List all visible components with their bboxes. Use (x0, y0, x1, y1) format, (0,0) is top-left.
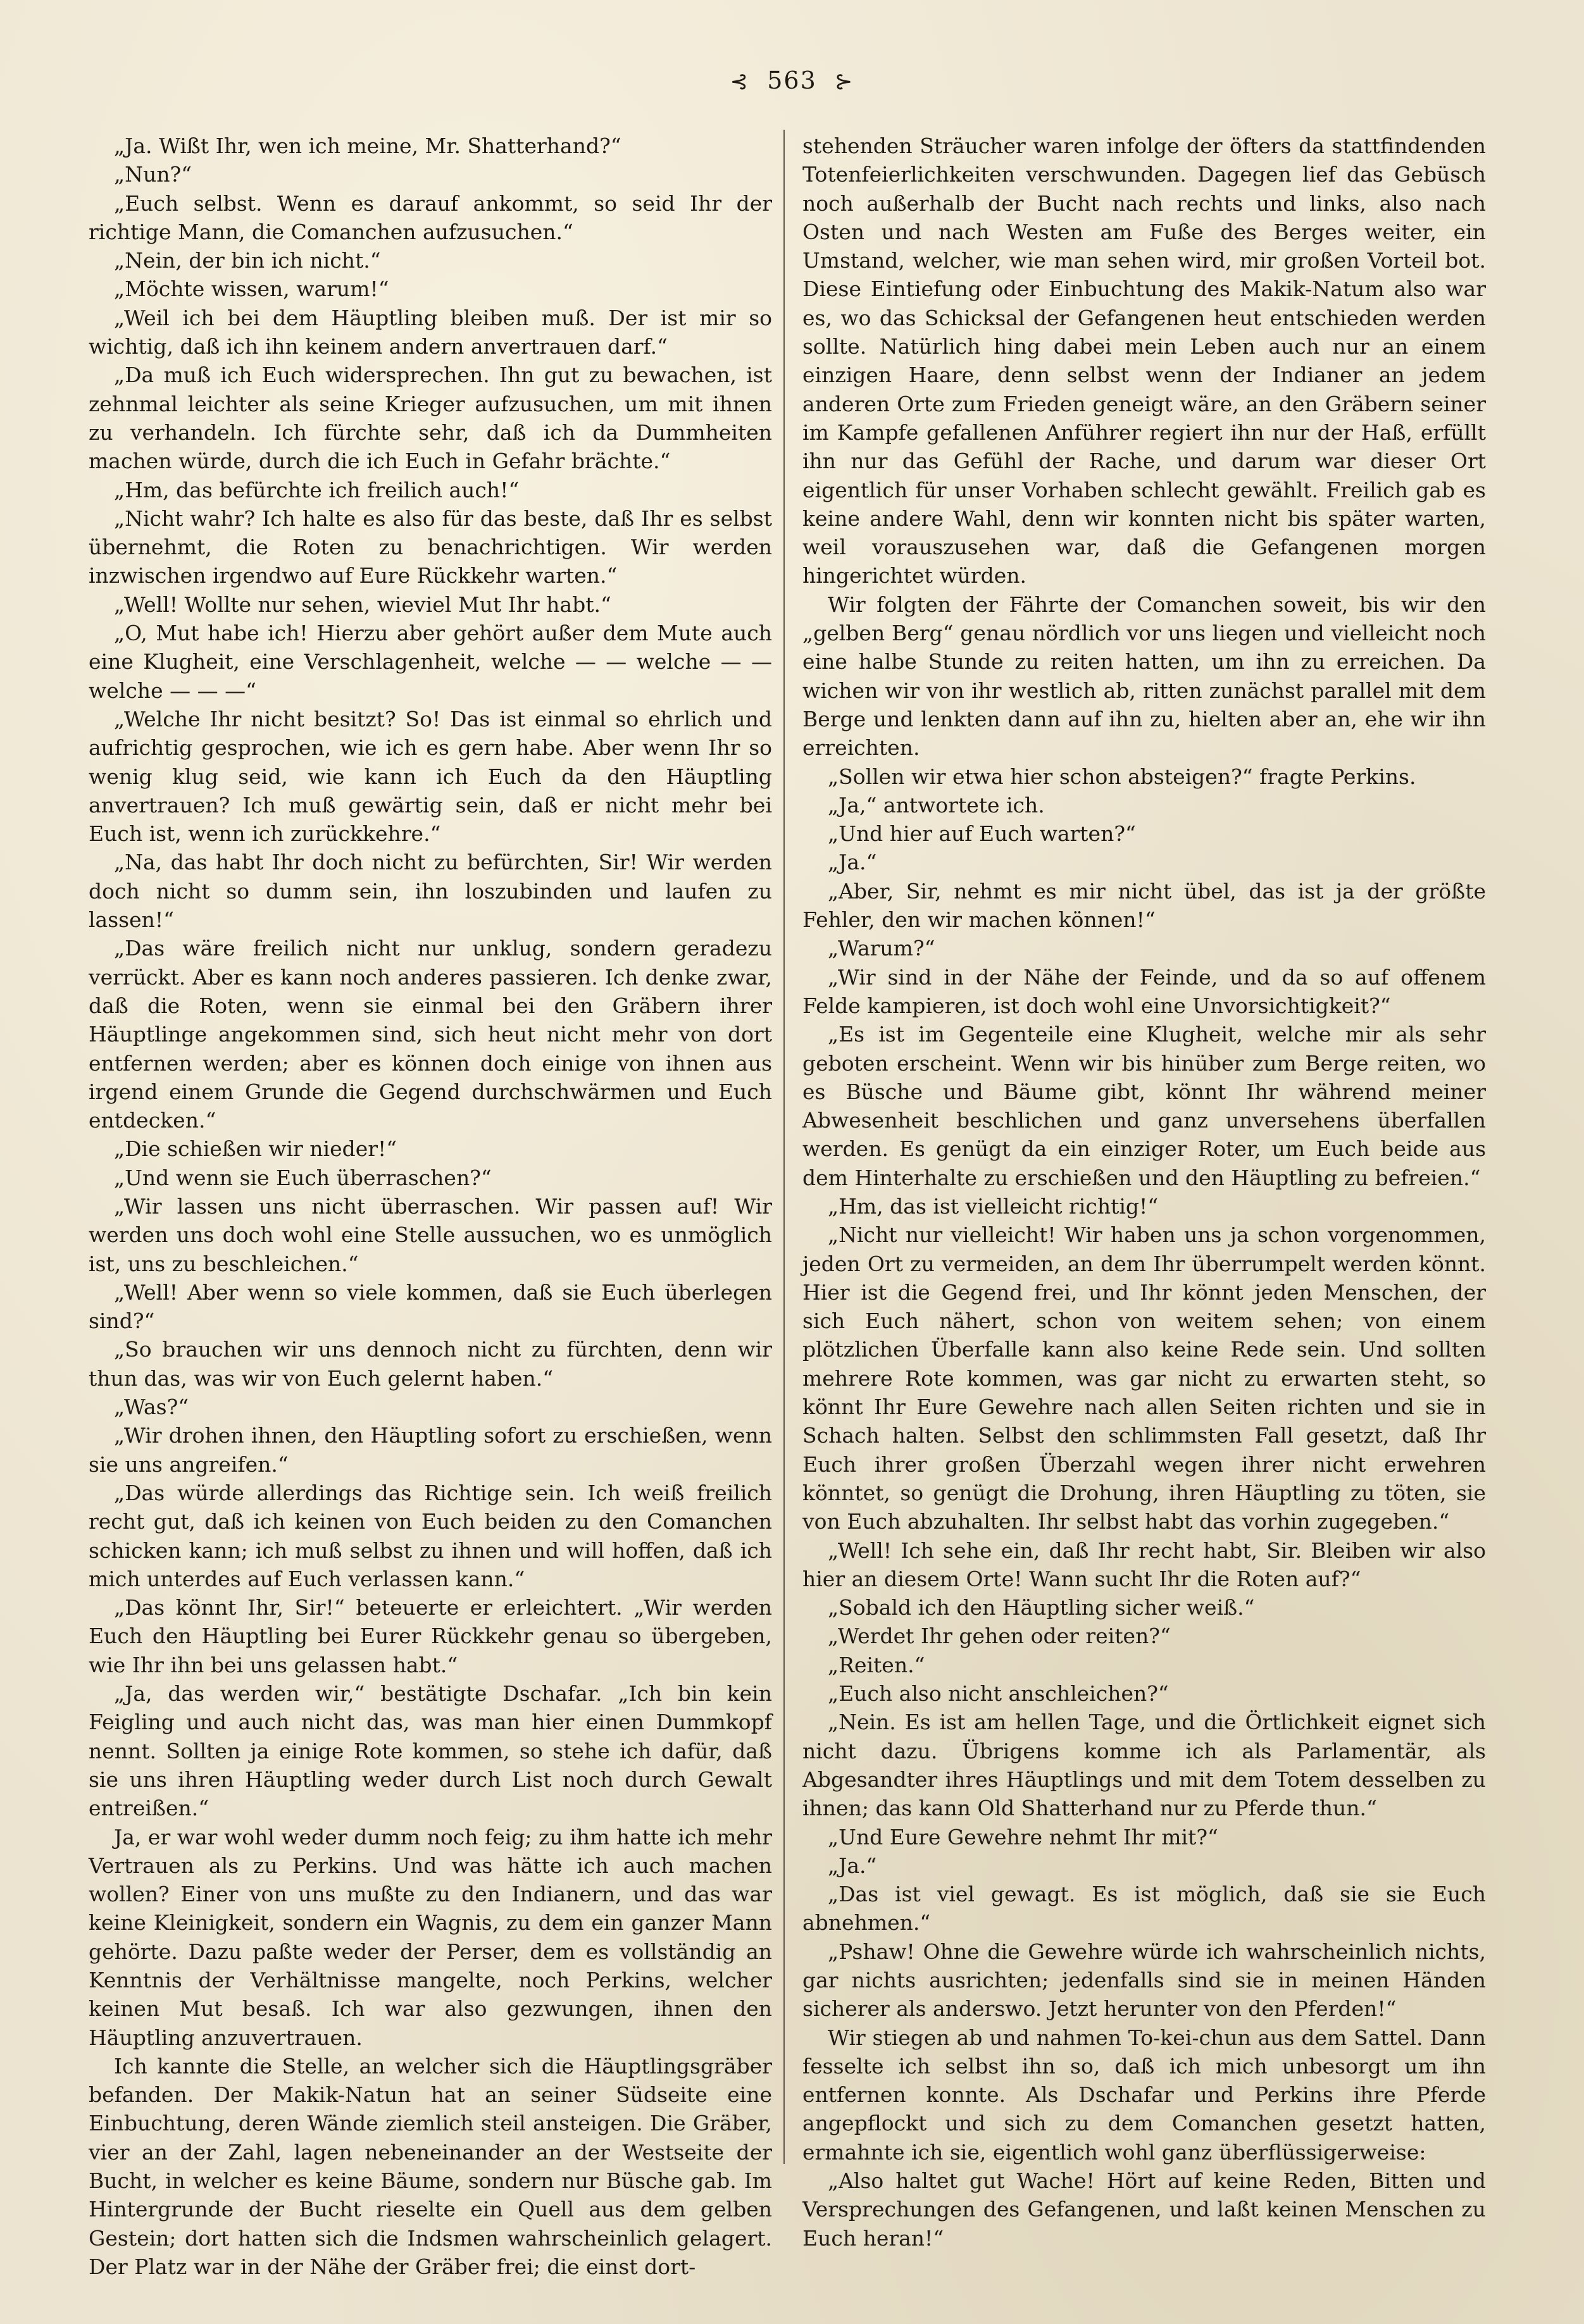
paragraph: „Ja.“ (828, 1853, 877, 1878)
paragraph: Wir folgten der Fährte der Comanchen soweit, bis wir den „gelben Berg“ genau nördlich vor uns liegen und vielleicht noch eine halbe Stunde zu reiten hatten, um ihn zu erreichen. Da wichen wir von ihr westlich ab, ritten zunächst parallel mit dem Berge und lenkten dann auf ihn zu, hielten aber an, ehe wir ihn erreichten. (802, 592, 1486, 761)
left-column (89, 132, 772, 2279)
paragraph: „Nein, der bin ich nicht.“ (114, 248, 381, 273)
paragraph: „Wir sind in der Nähe der Feinde, und da so auf offenem Felde kampieren, ist doch wohl eine Unvorsichtigkeit?“ (802, 964, 1486, 1018)
paragraph: „Well! Aber wenn so viele kommen, daß sie Euch überlegen sind?“ (89, 1279, 772, 1334)
paragraph: „Nun?“ (114, 162, 192, 187)
column-divider (783, 130, 785, 2164)
paragraph: stehenden Sträucher waren infolge der öfters da stattfindenden Totenfeierlichkeiten verschwunden. Dagegen lief das Gebüsch noch außerhalb der Bucht nach rechts und links, also nach Osten und nach Westen am Fuße des Berges weiter, ein Umstand, welcher, wie man sehen wird, mir großen Vorteil bot. Diese Eintiefung oder Einbuchtung des Makik-Natum also war es, wo das Schicksal der Gefangenen heut entschieden werden sollte. Natürlich hing dabei mein Leben auch nur an einem einzigen Haare, denn selbst wenn der Indianer an jedem anderen Orte zum Frieden geneigt wäre, an den Gräbern seiner im Kampfe gefallenen Anführer regiert ihn nur der Haß, erfüllt ihn nur das Gefühl der Rache, und darum war dieser Ort eigentlich für unser Vorhaben schlecht gewählt. Freilich gab es keine andere Wahl, denn wir konnten nicht bis später warten, weil vorauszusehen war, daß die Gefangenen morgen hingerichtet würden. (802, 134, 1486, 588)
paragraph: „Und Eure Gewehre nehmt Ihr mit?“ (828, 1824, 1218, 1849)
paragraph: „Hm, das ist vielleicht richtig!“ (828, 1193, 1159, 1219)
paragraph: „Nicht nur vielleicht! Wir haben uns ja schon vorgenommen, jeden Ort zu vermeiden, an dem Ihr überrumpelt werden könnt. Hier ist die Gegend frei, und Ihr könnt jeden Menschen, der sich Euch nähert, schon von weitem sehen; von einem plötzlichen Überfalle kann also keine Rede sein. Und sollten mehrere Rote kommen, was gar nicht zu erwarten steht, so könnt Ihr Eure Gewehre nach allen Seiten richten und sie in Schach halten. Selbst den schlimmsten Fall gesetzt, daß Ihr Euch ihrer großen Überzahl wegen ihrer nicht erwehren könntet, so genügt die Drohung, ihren Häuptling zu töten, sie von Euch abzuhalten. Ihr selbst habt das vorhin zugegeben.“ (802, 1222, 1486, 1534)
paragraph: „Nicht wahr? Ich halte es also für das beste, daß Ihr es selbst übernehmt, die Roten zu benachrichtigen. Wir werden inzwischen irgendwo auf Eure Rückkehr warten.“ (89, 506, 772, 588)
paragraph: „Da muß ich Euch widersprechen. Ihn gut zu bewachen, ist zehnmal leichter als seine Krieger aufzusuchen, um mit ihnen zu verhandeln. Ich fürchte sehr, daß ich da Dummheiten machen würde, durch die ich Euch in Gefahr brächte.“ (89, 363, 772, 474)
paragraph: „Ja. Wißt Ihr, wen ich meine, Mr. Shatterhand?“ (114, 134, 621, 158)
paragraph: „Ja, das werden wir,“ bestätigte Dschafar. „Ich bin kein Feigling und auch nicht das, was man hier einen Dummkopf nennt. Sollten ja einige Rote kommen, so stehe ich dafür, daß sie uns ihren Häuptling weder durch List noch durch Gewalt entreißen.“ (89, 1681, 772, 1821)
paragraph: „Das könnt Ihr, Sir!“ beteuerte er erleichtert. „Wir werden Euch den Häuptling bei Eurer Rückkehr genau so übergeben, wie Ihr ihn bei uns gelassen habt.“ (89, 1595, 772, 1677)
paragraph: „Ja.“ (828, 850, 877, 875)
paragraph: „Pshaw! Ohne die Gewehre würde ich wahrscheinlich nichts, gar nichts ausrichten; jedenfalls sind sie in meinen Händen sicherer als anderswo. Jetzt herunter von den Pferden!“ (802, 1939, 1486, 2022)
paragraph: „Weil ich bei dem Häuptling bleiben muß. Der ist mir so wichtig, daß ich ihn keinem andern anvertrauen darf.“ (89, 305, 772, 359)
paragraph: „Nein. Es ist am hellen Tage, und die Örtlichkeit eignet sich nicht dazu. Übrigens komme ich als Parlamentär, als Abgesandter ihres Häuptlings und mit dem Totem desselben zu ihnen; das kann Old Shatterhand nur zu Pferde thun.“ (802, 1710, 1486, 1821)
paragraph: „Aber, Sir, nehmt es mir nicht übel, das ist ja der größte Fehler, den wir machen können!“ (802, 878, 1486, 933)
paragraph: „Sollen wir etwa hier schon absteigen?“ fragte Perkins. (828, 764, 1416, 789)
paragraph: „Das würde allerdings das Richtige sein. Ich weiß freilich recht gut, daß ich keinen von Euch beiden zu den Comanchen schicken kann; ich muß selbst zu ihnen und will hoffen, daß ich mich unterdes auf Euch verlassen kann.“ (89, 1480, 772, 1591)
paragraph: „Hm, das befürchte ich freilich auch!“ (114, 477, 520, 502)
paragraph: „Ja,“ antwortete ich. (828, 792, 1045, 817)
right-column (802, 132, 1486, 2251)
paragraph: „Es ist im Gegenteile eine Klugheit, welche mir als sehr geboten erscheint. Wenn wir bis hinüber zum Berge reiten, wo es Büsche und Bäume gibt, könnt Ihr während meiner Abwesenheit beschlichen und ganz unversehens überfallen werden. Es genügt da ein einziger Roter, um Euch beide aus dem Hinterhalte zu erschießen und den Häuptling zu befreien.“ (802, 1022, 1486, 1190)
paragraph: „So brauchen wir uns dennoch nicht zu fürchten, denn wir thun das, was wir von Euch gelernt haben.“ (89, 1337, 772, 1391)
paragraph: „Sobald ich den Häuptling sicher weiß.“ (828, 1595, 1255, 1620)
paragraph: „Euch selbst. Wenn es darauf ankommt, so seid Ihr der richtige Mann, die Comanchen aufzusuchen.“ (89, 190, 772, 244)
paragraph: „Well! Wollte nur sehen, wieviel Mut Ihr habt.“ (114, 592, 611, 617)
paragraph: Wir stiegen ab und nahmen To-kei-chun aus dem Sattel. Dann fesselte ich selbst ihn so, daß ich mich unbesorgt um ihn entfernen konnte. Als Dschafar und Perkins ihre Pferde angepflockt und sich zu dem Comanchen gesetzt hatten, ermahnte ich sie, eigentlich wohl ganz überflüssigerweise: (802, 2025, 1486, 2165)
paragraph: „Das ist viel gewagt. Es ist möglich, daß sie sie Euch abnehmen.“ (802, 1882, 1486, 1936)
paragraph: „Na, das habt Ihr doch nicht zu befürchten, Sir! Wir werden doch nicht so dumm sein, ihn loszubinden und laufen zu lassen!“ (89, 850, 772, 933)
paragraph: „Die schießen wir nieder!“ (114, 1136, 397, 1162)
paragraph: „Also haltet gut Wache! Hört auf keine Reden, Bitten und Versprechungen des Gefangenen, und laßt keinen Menschen zu Euch heran!“ (802, 2168, 1486, 2251)
paragraph: Ja, er war wohl weder dumm noch feig; zu ihm hatte ich mehr Vertrauen als zu Perkins. Und was hätte ich auch machen wollen? Einer von uns mußte zu den Indianern, und das war keine Kleinigkeit, sondern ein Wagnis, zu dem ein ganzer Mann gehörte. Dazu paßte weder der Perser, dem es vollständig an Kenntnis der Verhältnisse mangelte, noch Perkins, welcher keinen Mut besaß. Ich war also gezwungen, ihnen den Häuptling anzuvertrauen. (89, 1824, 772, 2050)
paragraph: „Und wenn sie Euch überraschen?“ (114, 1165, 492, 1190)
paragraph: „Wir drohen ihnen, den Häuptling sofort zu erschießen, wenn sie uns angreifen.“ (89, 1423, 772, 1477)
paragraph: Ich kannte die Stelle, an welcher sich die Häuptlingsgräber befanden. Der Makik-Natun hat an seiner Südseite eine Einbuchtung, deren Wände ziemlich steil ansteigen. Die Gräber, vier an der Zahl, lagen nebeneinander an der Westseite der Bucht, in welcher es keine Bäume, sondern nur Büsche gab. Im Hintergrunde der Bucht rieselte ein Quell aus dem gelben Gestein; dort hatten sich die Indsmen wahrscheinlich gelagert. Der Platz war in der Nähe der Gräber frei; die einst dort- (89, 2053, 772, 2279)
paragraph: „Welche Ihr nicht besitzt? So! Das ist einmal so ehrlich und aufrichtig gesprochen, wie ich es gern habe. Aber wenn Ihr so wenig klug seid, wie kann ich Euch da den Häuptling anvertrauen? Ich muß gewärtig sein, daß er nicht mehr bei Euch ist, wenn ich zurückkehre.“ (89, 706, 772, 847)
ornament-left-icon: ⊰ (730, 69, 750, 94)
page-number: 563 (767, 66, 817, 94)
paragraph: „Well! Ich sehe ein, daß Ihr recht habt, Sir. Bleiben wir also hier an diesem Orte! Wann sucht Ihr die Roten auf?“ (802, 1538, 1486, 1591)
paragraph: „Und hier auf Euch warten?“ (828, 821, 1136, 847)
ornament-right-icon: ⊱ (834, 69, 854, 94)
paragraph: „Werdet Ihr gehen oder reiten?“ (828, 1624, 1171, 1649)
paragraph: „Warum?“ (828, 936, 935, 961)
paragraph: „Was?“ (114, 1395, 189, 1420)
paragraph: „Euch also nicht anschleichen?“ (828, 1681, 1169, 1706)
page-header (0, 68, 1584, 92)
paragraph: „O, Mut habe ich! Hierzu aber gehört außer dem Mute auch eine Klugheit, eine Verschlagenheit, welche — — welche — — welche — — —“ (89, 621, 772, 703)
paragraph: „Das wäre freilich nicht nur unklug, sondern geradezu verrückt. Aber es kann noch anderes passieren. Ich denke zwar, daß die Roten, wenn sie einmal bei den Gräbern ihrer Häuptlinge angekommen sind, sich heut nicht mehr von dort entfernen werden; aber es können doch einige von ihnen aus irgend einem Grunde die Gegend durchschwärmen und Euch entdecken.“ (89, 936, 772, 1133)
paragraph: „Reiten.“ (828, 1652, 925, 1677)
paragraph: „Wir lassen uns nicht überraschen. Wir passen auf! Wir werden uns doch wohl eine Stelle aussuchen, wo es unmöglich ist, uns zu beschleichen.“ (89, 1193, 772, 1276)
paragraph: „Möchte wissen, warum!“ (114, 277, 389, 302)
